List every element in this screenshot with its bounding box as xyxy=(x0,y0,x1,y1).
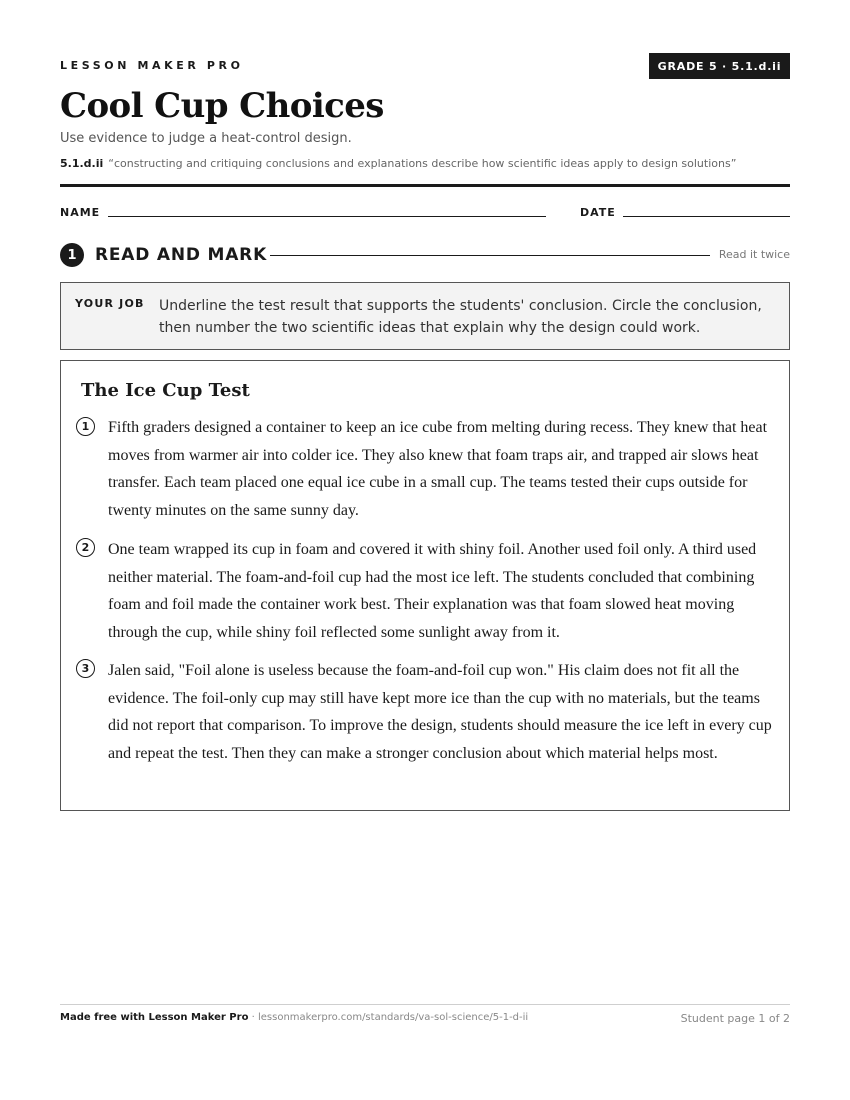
page-indicator: Student page 1 of 2 xyxy=(680,1012,790,1025)
page-subtitle: Use evidence to judge a heat-control design. xyxy=(60,131,352,146)
brand-name: LESSON MAKER PRO xyxy=(60,59,244,72)
paragraph: One team wrapped its cup in foam and covered it with shiny foil. Another used foil only. A third used neither material. The foam-and-foil cup had the most ice left. The students concluded that combining foam and foil made the container work best. Their explanation was that foam slowed heat moving through the cup, while shiny foil reflected some sunlight away from it. xyxy=(108,541,757,641)
name-label: NAME xyxy=(60,206,101,219)
section-header xyxy=(60,243,790,267)
name-field[interactable] xyxy=(108,216,546,217)
paragraph: Jalen said, "Foil alone is useless because the foam-and-foil cup won." His claim does not fit all the evidence. The foil-only cup may still have kept more ice than the cup with no materials, but the teams did not report that comparison. To improve the design, students should measure the ice left in every cup and repeat the test. Then they can make a stronger conclusion about which material helps most. xyxy=(108,662,772,762)
page-title: Cool Cup Choices xyxy=(60,86,384,126)
footer-credit xyxy=(60,1012,528,1023)
job-label: YOUR JOB xyxy=(75,297,145,310)
standard-line xyxy=(60,157,736,170)
reading-passage xyxy=(60,360,790,811)
paragraph: Fifth graders designed a container to keep an ice cube from melting during recess. They knew that heat moves from warmer air into colder ice. They also knew that foam traps air, and trapped air slows heat transfer. Each team placed one equal ice cube in a small cup. The teams tested their cups outside for twenty minutes on the same sunny day. xyxy=(108,419,768,519)
footer-divider xyxy=(60,1004,790,1005)
standard-text: “constructing and critiquing conclusions and explanations describe how scientific ideas apply to design solutions” xyxy=(108,157,737,170)
passage-title: The Ice Cup Test xyxy=(81,380,250,401)
footer-url[interactable]: · lessonmakerpro.com/standards/va-sol-science/5-1-d-ii xyxy=(248,1012,529,1023)
job-box xyxy=(60,282,790,350)
standard-code: 5.1.d.ii xyxy=(60,157,104,170)
section-note: Read it twice xyxy=(718,248,790,261)
section-number-badge: 1 xyxy=(60,243,84,267)
paragraph-number: 1 xyxy=(76,417,95,436)
job-instructions: Underline the test result that supports the students' conclusion. Circle the conclusion, then number the two scientific ideas that explain why the design could work. xyxy=(159,298,762,336)
date-field[interactable] xyxy=(623,216,790,217)
header-divider xyxy=(60,184,790,187)
footer-brand: Made free with Lesson Maker Pro xyxy=(60,1012,249,1023)
section-rule xyxy=(270,255,710,256)
date-label: DATE xyxy=(580,206,616,219)
section-title: READ AND MARK xyxy=(95,245,268,265)
grade-badge: GRADE 5 · 5.1.d.ii xyxy=(649,53,790,79)
paragraph-number: 3 xyxy=(76,659,95,678)
paragraph-number: 2 xyxy=(76,538,95,557)
